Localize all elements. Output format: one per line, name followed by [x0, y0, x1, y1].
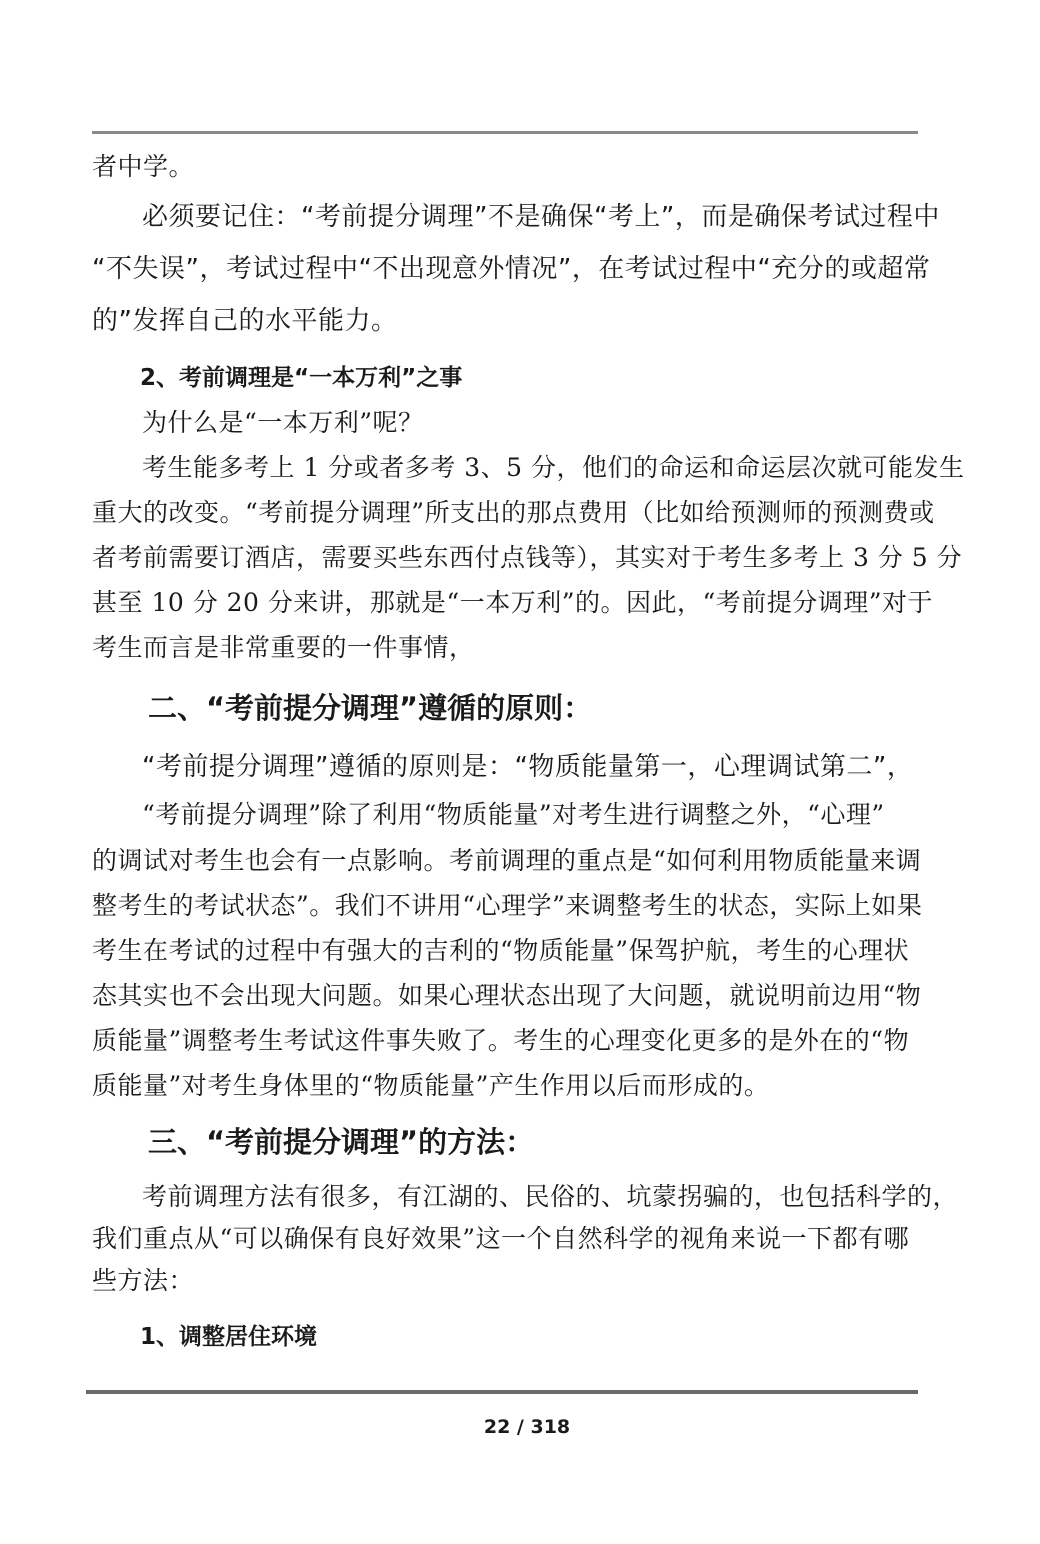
body-line: “考前提分调理”遵循的原则是：“物质能量第一，心理调试第二”， [142, 752, 914, 782]
body-line: 为什么是“一本万利”呢？ [142, 408, 424, 437]
body-line: 者中学。 [92, 152, 195, 181]
body-line: 些方法： [92, 1266, 195, 1295]
body-line: 考生而言是非常重要的一件事情， [92, 633, 475, 662]
body-line: 质能量”对考生身体里的“物质能量”产生作用以后而形成的。 [92, 1071, 770, 1100]
subsection-heading: 1、调整居住环境 [140, 1324, 318, 1350]
body-line: 考前调理方法有很多，有江湖的、民俗的、坑蒙拐骗的，也包括科学的， [142, 1182, 959, 1211]
section-heading: 二、“考前提分调理”遵循的原则： [148, 691, 593, 725]
body-line: “考前提分调理”除了利用“物质能量”对考生进行调整之外，“心理” [142, 800, 885, 829]
body-line: 甚至 10 分 20 分来讲，那就是“一本万利”的。因此，“考前提分调理”对于 [92, 588, 934, 617]
body-line: 的”发挥自己的水平能力。 [92, 306, 398, 336]
body-line: “不失误”，考试过程中“不出现意外情况”，在考试过程中“充分的或超常 [92, 254, 931, 284]
body-line: 我们重点从“可以确保有良好效果”这一个自然科学的视角来说一下都有哪 [92, 1224, 910, 1253]
body-line: 态其实也不会出现大问题。如果心理状态出现了大问题，就说明前边用“物 [92, 981, 922, 1010]
page-number: 22 / 318 [483, 1416, 571, 1438]
body-line: 者考前需要订酒店，需要买些东西付点钱等），其实对于考生多考上 3 分 5 分 [92, 543, 963, 572]
body-line: 质能量”调整考生考试这件事失败了。考生的心理变化更多的是外在的“物 [92, 1026, 910, 1055]
header-rule [92, 131, 918, 134]
body-line: 的调试对考生也会有一点影响。考前调理的重点是“如何利用物质能量来调 [92, 846, 922, 875]
body-line: 考生在考试的过程中有强大的吉利的“物质能量”保驾护航，考生的心理状 [92, 936, 910, 965]
body-line: 重大的改变。“考前提分调理”所支出的那点费用（比如给预测师的预测费或 [92, 498, 935, 527]
body-line: 必须要记住：“考前提分调理”不是确保“考上”，而是确保考试过程中 [142, 202, 940, 232]
subsection-heading: 2、考前调理是“一本万利”之事 [140, 365, 463, 391]
section-heading: 三、“考前提分调理”的方法： [148, 1125, 535, 1159]
footer-rule [86, 1390, 918, 1394]
body-line: 考生能多考上 1 分或者多考 3、5 分，他们的命运和命运层次就可能发生 [142, 453, 965, 482]
body-line: 整考生的考试状态”。我们不讲用“心理学”来调整考生的状态，实际上如果 [92, 891, 923, 920]
